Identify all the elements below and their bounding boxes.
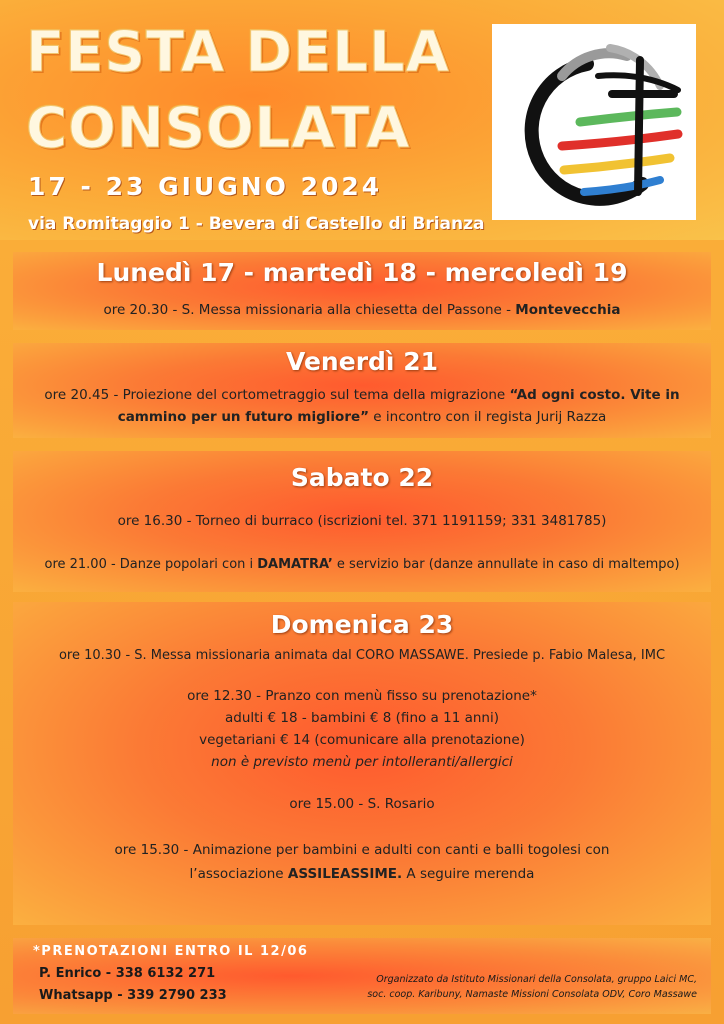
event-dates: 17 - 23 GIUGNO 2024 — [28, 172, 383, 201]
text-span: ore 20.30 - S. Messa missionaria alla chiesetta del Passone - — [103, 302, 516, 318]
section-line: non è previsto menù per intolleranti/allergici — [211, 754, 513, 770]
event-title-line1: FESTA DELLA — [26, 20, 450, 85]
section-domenica — [13, 602, 711, 925]
event-title-line2: CONSOLATA — [26, 96, 411, 161]
text-span: e incontro con il regista Jurij Razza — [369, 409, 607, 425]
contact-whatsapp: Whatsapp - 339 2790 233 — [39, 988, 227, 1003]
text-span: ore 21.00 - Danze popolari con i — [44, 557, 258, 572]
header-banner — [0, 0, 724, 240]
event-address: via Romitaggio 1 - Bevera di Castello di Brianza — [28, 214, 485, 234]
section-sabato — [13, 451, 711, 592]
section-lunedi — [13, 252, 711, 330]
text-span: l’associazione — [189, 866, 288, 882]
bold-span: DAMATRA’ — [257, 557, 333, 572]
section-heading: Venerdì 21 — [286, 347, 438, 376]
bold-span: cammino per un futuro migliore” — [117, 409, 369, 425]
section-line — [13, 406, 711, 428]
organizer-line: Organizzato da Istituto Missionari della Consolata, gruppo Laici MC, — [376, 974, 697, 985]
organizer-credits — [317, 972, 697, 1002]
section-line: vegetariani € 14 (comunicare alla prenotazione) — [199, 732, 525, 748]
section-line — [13, 863, 711, 885]
section-line: adulti € 18 - bambini € 8 (fino a 11 anni) — [225, 710, 499, 726]
text-span: ore 20.45 - Proiezione del cortometraggio sul tema della migrazione — [44, 387, 510, 403]
section-line — [13, 299, 711, 321]
consolata-logo-icon — [492, 24, 696, 220]
section-line: ore 10.30 - S. Messa missionaria animata dal CORO MASSAWE. Presiede p. Fabio Malesa, IMC — [58, 648, 666, 663]
bold-span: ASSILEASSIME. — [287, 866, 403, 882]
text-span: A seguire merenda — [402, 866, 535, 882]
section-line: ore 15.30 - Animazione per bambini e adulti con canti e balli togolesi con — [114, 842, 610, 858]
section-heading: Domenica 23 — [270, 610, 454, 639]
section-heading: Sabato 22 — [290, 463, 434, 492]
organizer-line: soc. coop. Karibuny, Namaste Missioni Consolata ODV, Coro Massawe — [367, 989, 697, 1000]
section-venerdi — [13, 343, 711, 438]
text-span: e servizio bar (danze annullate in caso di maltempo) — [332, 557, 680, 572]
section-line: ore 16.30 - Torneo di burraco (iscrizioni tel. 371 1191159; 331 3481785) — [117, 513, 607, 529]
section-line: ore 15.00 - S. Rosario — [289, 796, 435, 812]
prenotazioni-note: *PRENOTAZIONI ENTRO IL 12/06 — [33, 944, 309, 959]
section-line: ore 12.30 - Pranzo con menù fisso su prenotazione* — [187, 688, 537, 704]
section-heading: Lunedì 17 - martedì 18 - mercoledì 19 — [96, 258, 628, 287]
bold-span: “Ad ogni costo. Vite in — [509, 387, 680, 403]
bold-span: Montevecchia — [515, 302, 621, 318]
footer-banner — [13, 938, 711, 1014]
section-line — [13, 384, 711, 406]
section-line — [13, 554, 711, 576]
contact-phone: P. Enrico - 338 6132 271 — [39, 966, 216, 981]
